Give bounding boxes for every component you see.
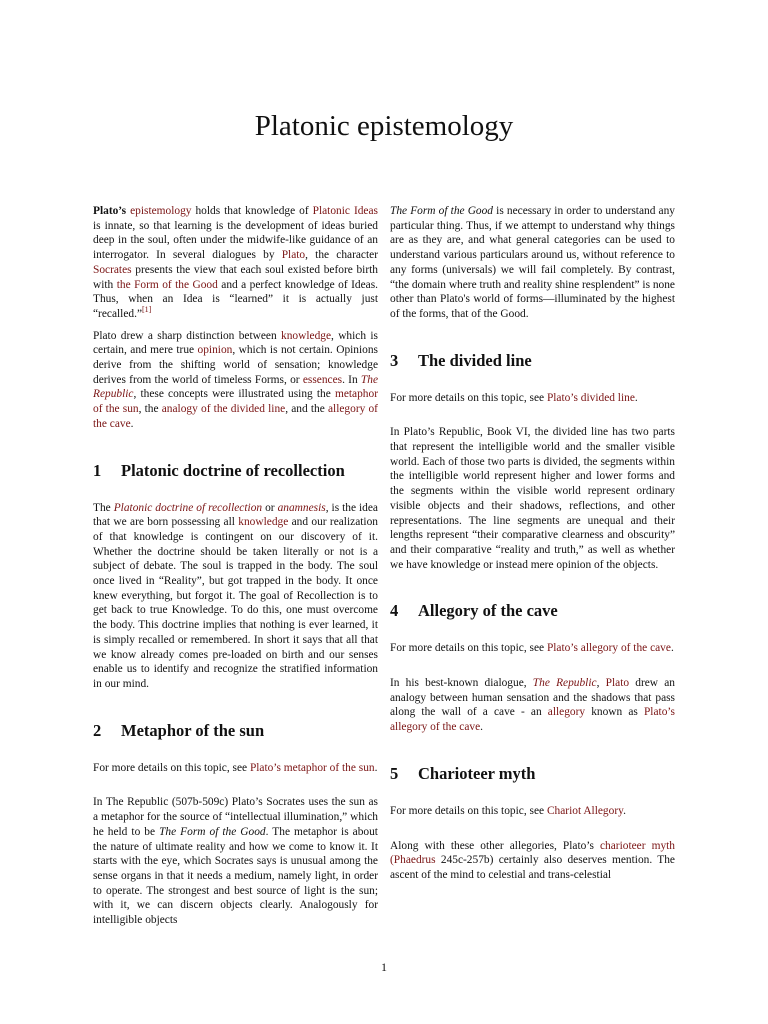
link-anamnesis[interactable]: anamnesis [277,501,326,514]
see-also-cave [390,641,675,656]
link-charioteer-myth[interactable]: charioteer myth [600,839,675,852]
see-also-text: . [670,642,674,655]
section-heading-charioteer [390,764,675,784]
divided-line-paragraph: In Plato’s Republic, Book VI, the divided line has two parts that represent the intelligible world and the smaller visible world. Each of those two parts is divided, the segments within the intelligible world represent higher and lower forms and the segments within the visible world represent ordinary visible objects and their shadows, reflections, and other representations. The line segments are unequal and their lengths represent “their comparative clearness and obscurity” and their comparative “reality and truth,” as well as whether we have knowledge or instead mere opinion of the objects. [390,426,675,571]
intro-text: , the character [305,249,378,262]
intro-text: , which is not certain. Opinions derive from the shifting world of sensation; knowledge derives from the world of timeless Forms, or [93,344,378,386]
intro-text: is innate, so that learning is the development of ideas buried deep in the soul, often under the midwife-like guidance of an interrogator. In several dialogues by [93,219,378,262]
see-also-text: For more details on this topic, see [93,761,248,774]
link-allegory[interactable]: allegory [547,706,586,719]
link-phaedrus[interactable]: Phaedrus [393,854,436,867]
recollection-paragraph [93,501,378,692]
body-text: and our realization of that knowledge is contingent on our discovery of it. Whether the doctrine should be taken literally or not is a subject of debate. The soul is trapped in the body. The soul once lived in “Reality”, but got trapped in the body. It once knew everything, but forgot it. The goal of Recollection is to get back to true Knowledge. To do this, one must overcome the body. This doctrine implies that nothing is ever learned, it is simply recalled or remembered. In short it says that all that we know already comes pre-loaded on birth and our senses enable us to identify and recognize the stratified information in our mind. [93,516,378,690]
sun-paragraph-part2 [390,204,675,322]
link-socrates[interactable]: Socrates [93,263,132,276]
intro-text: , which is certain, and mere true [93,329,378,357]
body-text: , is the idea that we are born possessing all [93,501,378,529]
section-number: 5 [390,763,399,783]
intro-text: , and the [285,403,325,416]
link-epistemology[interactable]: epistemology [130,205,192,217]
intro-paragraph-2 [93,329,378,432]
link-form-of-the-good[interactable]: the Form of the Good [116,278,218,291]
section-title: Charioteer myth [418,763,536,783]
section-title: Allegory of the cave [418,601,558,621]
see-also-text: . [623,804,626,817]
body-text: 245c-257b) certainly also deserves mention. The ascent of the mind to celestial and trans-celestial [390,854,675,881]
section-title: Platonic doctrine of recollection [121,460,345,480]
link-chariot-allegory[interactable]: Chariot Allegory [546,804,624,817]
link-plato-2[interactable]: Plato [605,677,630,690]
link-the-republic-2[interactable]: The Republic [532,677,597,690]
see-also-text: For more details on this topic, see [390,642,545,655]
body-text: is necessary in order to understand any particular thing. Thus, if we attempt to understand why things are as they are, and what general categories can be used to understand various particulars around us, without reference to any forms (universals) we will fail completely. By contrast, “the domain where truth and reality shine resplendent” is none other than Plato's world of forms—illuminated by the highest of the forms, that of the Good. [390,205,675,320]
intro-text: Plato’s [93,205,127,217]
charioteer-paragraph [390,839,675,883]
intro-paragraph-1 [93,204,378,322]
section-number: 4 [390,601,399,621]
body-text: known as [591,706,638,719]
link-knowledge-2[interactable]: knowledge [238,516,289,529]
body-text: In The Republic (507b-509c) Plato’s Socrates uses the sun as a metaphor for the source of “intellectual illumination,” which he held to be [93,796,378,838]
link-platos-divided-line[interactable]: Plato’s divided line [546,391,635,404]
link-platos-allegory-of-the-cave-2[interactable]: Plato’s allegory of the cave [390,706,675,734]
link-metaphor-of-the-sun[interactable]: metaphor of the sun [93,388,378,416]
section-heading-divided-line [390,351,675,371]
sun-paragraph-part1 [93,795,378,927]
body-text: , [596,677,600,690]
left-column [93,204,378,935]
body-text: . [480,721,483,734]
intro-text: , the [138,403,159,416]
see-also-text: . [374,761,378,774]
link-analogy-of-the-divided-line[interactable]: analogy of the divided line [161,403,286,416]
body-text: The Form of the Good [390,205,494,217]
page-title: Platonic epistemology [254,110,514,142]
right-column [390,204,675,890]
intro-text: , these concepts were illustrated using the [133,388,331,401]
section-title: Metaphor of the sun [121,720,265,740]
body-text: or [265,501,275,514]
see-also-divided-line [390,391,675,406]
intro-text: . [130,417,134,430]
section-title: The divided line [418,350,532,370]
body-text: drew an analogy between human sensation and the shadows that pass along the wall of a cave - an [390,677,675,719]
link-essences[interactable]: essences [302,373,343,386]
link-platos-metaphor-of-the-sun[interactable]: Plato’s metaphor of the sun [249,761,375,774]
see-also-text: . [634,391,638,404]
section-number: 3 [390,350,399,370]
link-platonic-doctrine-of-recollection[interactable]: Platonic doctrine of recollection [113,501,263,514]
intro-text: and a perfect knowledge of Ideas. Thus, when an Idea is “learned” it is actually just “recalled.” [93,278,378,320]
page-number: 1 [381,960,387,974]
link-plato[interactable]: Plato [281,249,306,262]
see-also-text: For more details on this topic, see [390,804,545,817]
link-knowledge[interactable]: knowledge [281,329,332,342]
see-also-charioteer [390,804,675,819]
body-text: . The metaphor is about the nature of ultimate reality and how we come to know it. It starts with the eye, which Socrates says is unusual among the sense organs in that it needs a medium, namely light, in order to operate. The strongest and best source of light is the sun; with it, we can discern objects clearly. Analogously for intelligible objects [93,825,378,927]
cave-paragraph [390,676,675,735]
link-allegory-of-the-cave[interactable]: allegory of the cave [93,403,378,430]
section-number: 1 [93,460,102,480]
body-text: In his best-known dialogue, [390,677,527,690]
body-text: The Form of the Good [159,825,266,838]
intro-text: holds that knowledge of [195,205,309,217]
section-number: 2 [93,720,102,740]
body-text: Along with these other allegories, Plato’s [390,839,594,852]
link-platos-allegory-of-the-cave[interactable]: Plato’s allegory of the cave [546,642,671,655]
section-heading-sun [93,721,378,741]
intro-text: . In [342,373,358,386]
link-the-republic[interactable]: The Republic [93,373,379,401]
section-heading-recollection [93,461,378,481]
see-also-text: For more details on this topic, see [390,391,545,404]
reference-marker[interactable]: [1] [142,305,152,315]
section-heading-cave [390,601,675,621]
see-also-sun [93,761,378,776]
intro-text: presents the view that each soul existed before birth with [93,263,378,291]
link-platonic-ideas[interactable]: Platonic Ideas [312,205,378,217]
intro-text: Plato drew a sharp distinction between [93,329,277,342]
body-text: The [93,501,111,514]
body-text: ( [390,854,394,867]
link-opinion[interactable]: opinion [197,344,233,357]
